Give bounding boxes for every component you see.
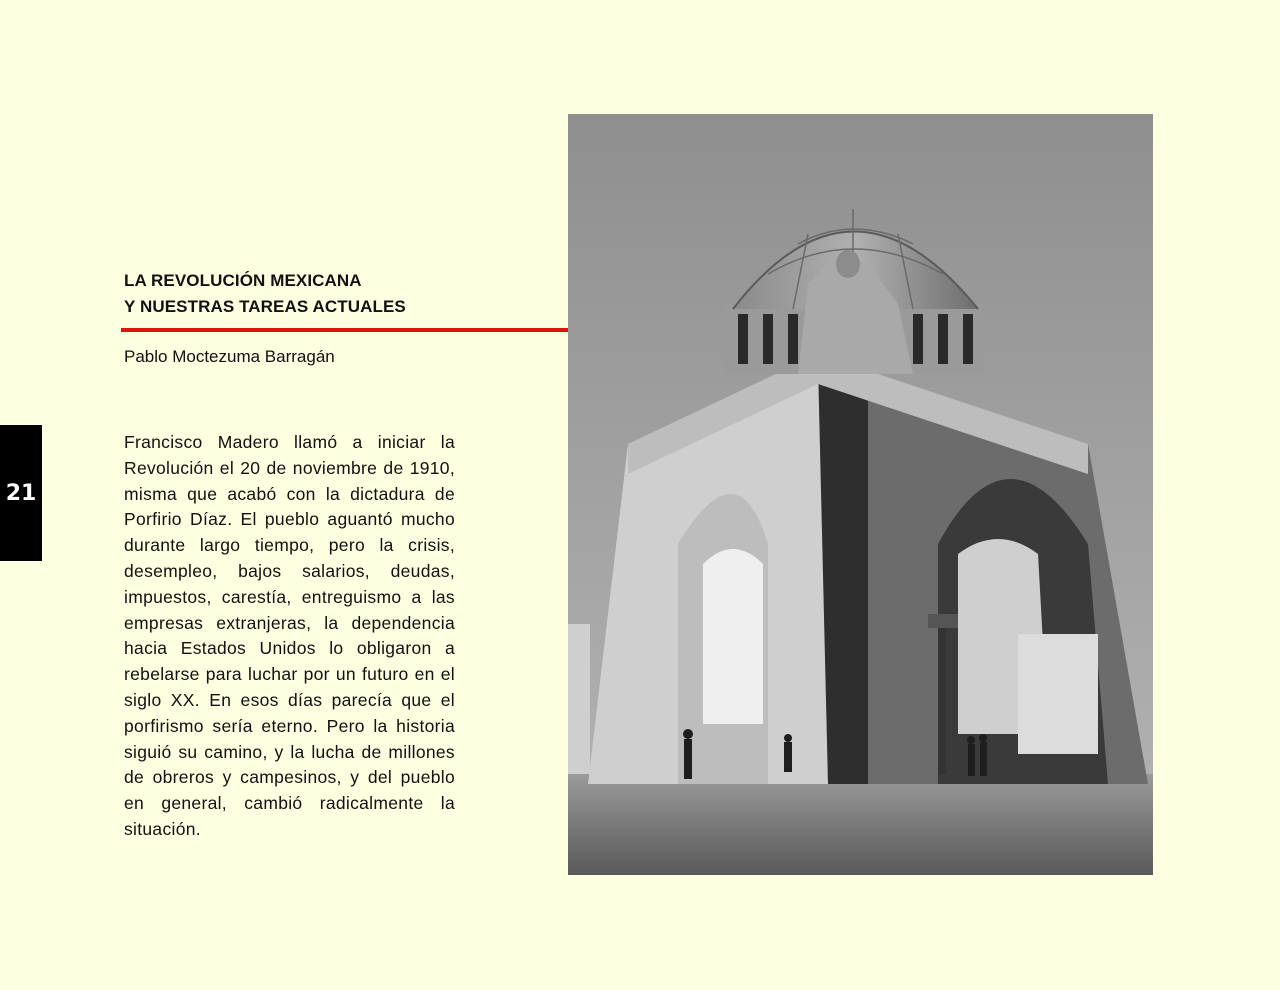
monument-photo: [568, 114, 1153, 875]
article-title: [124, 268, 554, 320]
author-name: Pablo Moctezuma Barragán: [124, 347, 335, 366]
title-line-2: Y NUESTRAS TAREAS ACTUALES: [124, 297, 406, 316]
title-divider: [121, 328, 570, 332]
article-body: Francisco Madero llamó a iniciar la Revolución el 20 de noviembre de 1910, misma que acabó con la dictadura de Porfirio Díaz. El pueblo aguantó mucho durante largo tiempo, pero la crisis, desempleo, bajos salarios, deudas, impuestos, carestía, entreguismo a las empresas extranjeras, la dependencia hacia Estados Unidos lo obligaron a rebelarse para luchar por un futuro en el siglo XX. En esos días parecía que el porfirismo sería eterno. Pero la historia siguió su camino, y la lucha de millones de obreros y campesinos, y del pueblo en general, cambió radicalmente la situación.: [124, 432, 455, 839]
title-line-1: LA REVOLUCIÓN MEXICANA: [124, 271, 362, 290]
page-number-tab: [0, 425, 42, 561]
page-number: 21: [5, 480, 37, 506]
monument-illustration: [568, 114, 1153, 875]
